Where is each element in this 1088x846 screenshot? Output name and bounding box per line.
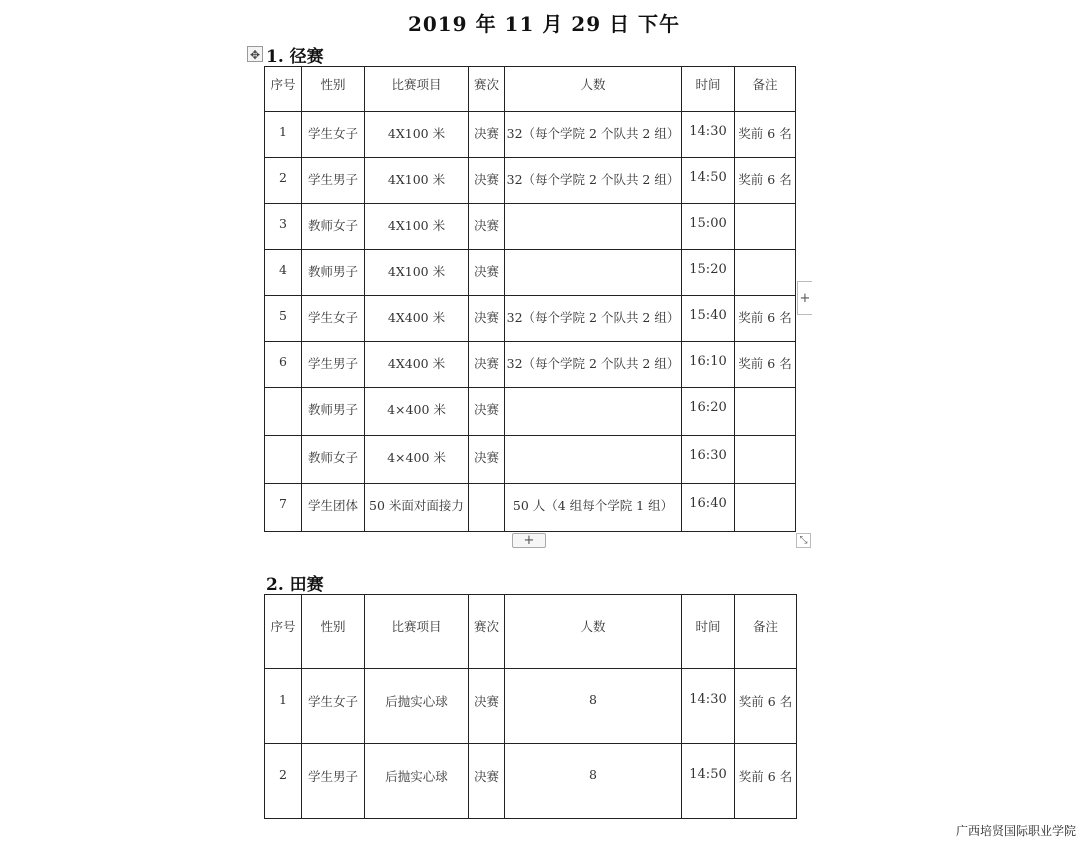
cell-number: 5 (265, 296, 302, 342)
cell-round: 决赛 (469, 342, 505, 388)
cell-participants (505, 250, 682, 296)
column-header-notes: 备注 (735, 67, 796, 112)
cell-round: 决赛 (469, 669, 505, 744)
section-title-track: 1. 径赛 (266, 47, 324, 67)
cell-notes: 奖前 6 名 (735, 158, 796, 204)
table-row (265, 484, 796, 532)
cell-notes: 奖前 6 名 (735, 669, 797, 744)
column-header-event: 比赛项目 (365, 595, 469, 669)
column-header-gender: 性别 (302, 67, 365, 112)
cell-participants: 32（每个学院 2 个队共 2 组） (505, 296, 682, 342)
cell-gender: 学生女子 (302, 296, 365, 342)
table-row (265, 744, 797, 819)
cell-event: 4X100 米 (365, 112, 469, 158)
cell-time: 15:00 (682, 204, 735, 250)
table-row (265, 204, 796, 250)
cell-number: 7 (265, 484, 302, 532)
column-header-participants: 人数 (505, 67, 682, 112)
cell-gender: 教师女子 (302, 204, 365, 250)
cell-participants (505, 204, 682, 250)
cell-participants (505, 388, 682, 436)
cell-round (469, 484, 505, 532)
page-title: 2019 年 11 月 29 日 下午 (407, 12, 681, 36)
cell-number: 6 (265, 342, 302, 388)
column-header-event: 比赛项目 (365, 67, 469, 112)
cell-round: 决赛 (469, 296, 505, 342)
table-row (265, 158, 796, 204)
column-header-number: 序号 (265, 595, 302, 669)
column-header-participants: 人数 (505, 595, 682, 669)
cell-time: 15:20 (682, 250, 735, 296)
column-header-time: 时间 (682, 595, 735, 669)
cell-time: 16:30 (682, 436, 735, 484)
column-header-notes: 备注 (735, 595, 797, 669)
cell-round: 决赛 (469, 388, 505, 436)
cell-gender: 学生女子 (302, 112, 365, 158)
cell-event: 4X400 米 (365, 342, 469, 388)
cell-notes (735, 388, 796, 436)
cell-time: 14:30 (682, 669, 735, 744)
cell-notes (735, 484, 796, 532)
cell-gender: 学生男子 (302, 158, 365, 204)
cell-notes: 奖前 6 名 (735, 744, 797, 819)
table-row (265, 250, 796, 296)
cell-gender: 学生团体 (302, 484, 365, 532)
table-row (265, 112, 796, 158)
cell-participants (505, 436, 682, 484)
cell-round: 决赛 (469, 158, 505, 204)
cell-gender: 学生男子 (302, 744, 365, 819)
cell-time: 14:50 (682, 744, 735, 819)
cell-time: 16:10 (682, 342, 735, 388)
add-row-button[interactable]: + (512, 533, 546, 548)
track-events-table (264, 66, 796, 532)
cell-number: 1 (265, 669, 302, 744)
cell-notes: 奖前 6 名 (735, 112, 796, 158)
cell-notes (735, 250, 796, 296)
cell-time: 14:30 (682, 112, 735, 158)
watermark-text: 广西培贤国际职业学院 (955, 824, 1076, 838)
cell-notes: 奖前 6 名 (735, 296, 796, 342)
cell-event: 4X400 米 (365, 296, 469, 342)
cell-round: 决赛 (469, 436, 505, 484)
add-column-button[interactable]: + (797, 281, 812, 315)
cell-time: 15:40 (682, 296, 735, 342)
cell-notes: 奖前 6 名 (735, 342, 796, 388)
column-header-round: 赛次 (469, 67, 505, 112)
table-row (265, 436, 796, 484)
cell-event: 4X100 米 (365, 204, 469, 250)
cell-number: 1 (265, 112, 302, 158)
move-icon[interactable]: ✥ (247, 46, 263, 62)
cell-round: 决赛 (469, 204, 505, 250)
resize-icon[interactable]: ⤡ (796, 533, 811, 548)
cell-number: 2 (265, 744, 302, 819)
table-header-row (265, 67, 796, 112)
table-row (265, 669, 797, 744)
cell-gender: 学生男子 (302, 342, 365, 388)
cell-number: 4 (265, 250, 302, 296)
cell-notes (735, 204, 796, 250)
cell-participants: 8 (505, 744, 682, 819)
table-header-row (265, 595, 797, 669)
cell-gender: 教师女子 (302, 436, 365, 484)
column-header-gender: 性别 (302, 595, 365, 669)
cell-participants: 32（每个学院 2 个队共 2 组） (505, 158, 682, 204)
cell-gender: 教师男子 (302, 388, 365, 436)
field-events-table (264, 594, 797, 819)
cell-event: 4×400 米 (365, 436, 469, 484)
cell-gender: 教师男子 (302, 250, 365, 296)
table-row (265, 342, 796, 388)
cell-event: 50 米面对面接力 (365, 484, 469, 532)
column-header-time: 时间 (682, 67, 735, 112)
cell-notes (735, 436, 796, 484)
cell-participants: 32（每个学院 2 个队共 2 组） (505, 342, 682, 388)
cell-event: 4×400 米 (365, 388, 469, 436)
cell-gender: 学生女子 (302, 669, 365, 744)
column-header-round: 赛次 (469, 595, 505, 669)
cell-event: 4X100 米 (365, 158, 469, 204)
cell-number (265, 436, 302, 484)
cell-round: 决赛 (469, 112, 505, 158)
cell-participants: 32（每个学院 2 个队共 2 组） (505, 112, 682, 158)
cell-number: 3 (265, 204, 302, 250)
cell-number (265, 388, 302, 436)
section-title-field: 2. 田赛 (266, 575, 324, 595)
cell-round: 决赛 (469, 744, 505, 819)
cell-event: 后抛实心球 (365, 669, 469, 744)
cell-time: 16:40 (682, 484, 735, 532)
cell-number: 2 (265, 158, 302, 204)
cell-participants: 8 (505, 669, 682, 744)
column-header-number: 序号 (265, 67, 302, 112)
cell-round: 决赛 (469, 250, 505, 296)
cell-participants: 50 人（4 组每个学院 1 组） (505, 484, 682, 532)
table-row (265, 296, 796, 342)
cell-event: 4X100 米 (365, 250, 469, 296)
table-row (265, 388, 796, 436)
cell-event: 后抛实心球 (365, 744, 469, 819)
cell-time: 14:50 (682, 158, 735, 204)
cell-time: 16:20 (682, 388, 735, 436)
